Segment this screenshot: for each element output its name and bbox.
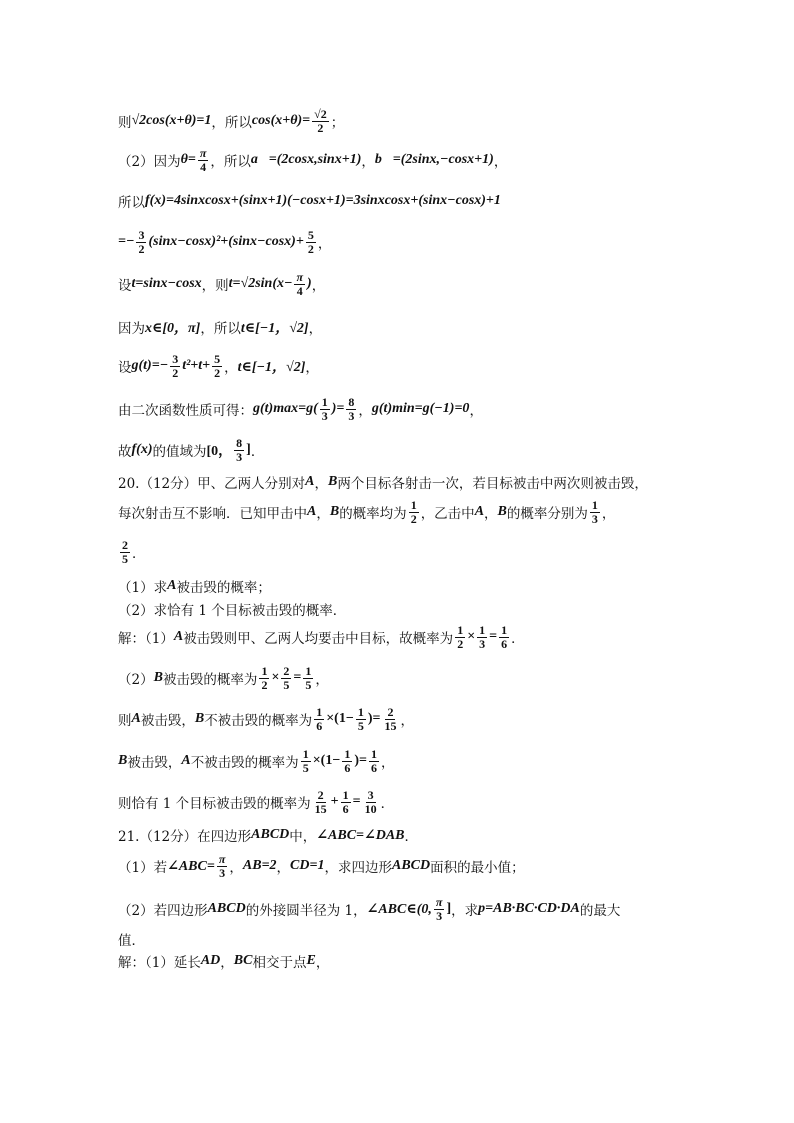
- problem-20-solution-3: 则 A 被击毁， B 不被击毁的概率为 $\frac{1}{6}$ ×(1− $\frac{1}{5}$ )= $\frac{2}{15}$ ，: [118, 704, 414, 733]
- fraction: $\frac{1}{2}$: [410, 497, 417, 526]
- problem-21-question-1: （1）若 ∠ABC= $\frac{\pi}{3}$ ， AB=2 ， CD=1 ，求四边形 ABCD 面积的最小值；: [118, 851, 525, 880]
- math-expression: )=: [331, 401, 345, 416]
- math-expression: (sinx−cosx)²+(sinx−cosx)+: [148, 234, 304, 249]
- fraction: $\frac{2}{15}$: [384, 704, 397, 733]
- solution-line-7: 设 g(t)=− $\frac{3}{2}$ t²+t+ $\frac{5}{2}$ ， t∈[−1，√2] ，: [118, 351, 319, 380]
- math-expression: √2cos(x+θ)=1: [131, 113, 212, 128]
- problem-20-solution-1: 解：（1） A 被击毁则甲、乙两人均要击中目标，故概率为 $\frac{1}{2}$ × $\frac{1}{3}$ = $\frac{1}{6}$ ．: [118, 622, 525, 651]
- math-expression: g(t)max=g(: [253, 401, 318, 416]
- fraction: $\frac{5}{2}$: [307, 227, 314, 256]
- problem-21-question-2: （2）若四边形 ABCD 的外接圆半径为 1， ∠ABC∈(0, $\frac{\pi}{3}$ ] ，求 p=AB·BC·CD·DA 的最大: [118, 894, 621, 923]
- fraction: $\frac{\pi}{3}$: [218, 851, 226, 880]
- fraction: $\frac{1}{3}$: [591, 497, 598, 526]
- fraction: $\frac{3}{2}$: [172, 351, 179, 380]
- math-expression: b⃗=(2sinx,−cosx+1): [374, 152, 494, 167]
- problem-20-solution-4: B 被击毁， A 不被击毁的概率为 $\frac{1}{5}$ ×(1− $\frac{1}{6}$ )= $\frac{1}{6}$ ，: [118, 746, 395, 775]
- math-expression: cos(x+θ)=: [251, 113, 311, 128]
- fraction: $\frac{1}{5}$: [305, 663, 312, 692]
- math-expression: x∈[0，π]: [145, 321, 201, 336]
- math-expression: =−: [118, 234, 135, 249]
- problem-20-question-2: （2）求恰有 1 个目标被击毁的概率．: [118, 603, 347, 619]
- problem-20-solution-2: （2） B 被击毁的概率为 $\frac{1}{2}$ × $\frac{2}{5}$ = $\frac{1}{5}$ ，: [118, 663, 329, 692]
- math-expression: f(x)=4sinxcosx+(sinx+1)(−cosx+1)=3sinxcosx+(sinx−cosx)+1: [145, 193, 501, 208]
- solution-line-1: 则 √2cos(x+θ)=1 ，所以 cos(x+θ)= $\frac{√2}{2}$ ；: [118, 106, 345, 135]
- fraction: $\frac{1}{5}$: [357, 704, 364, 733]
- fraction: $\frac{1}{2}$: [457, 622, 464, 651]
- solution-line-8: 由二次函数性质可得： g(t)max=g( $\frac{1}{3}$ )= $\frac{8}{3}$ ， g(t)min=g(−1)=0 ，: [118, 394, 483, 423]
- fraction: $\frac{2}{5}$: [283, 663, 290, 692]
- fraction: $\frac{1}{5}$: [302, 746, 309, 775]
- problem-20-line-1: 20.（12分）甲、乙两人分别对 A ， B 两个目标各射击一次，若目标被击中两次则被击毁，: [118, 474, 648, 492]
- math-expression: t=sinx−cosx: [131, 276, 202, 291]
- math-expression: a⃗=(2cosx,sinx+1): [250, 152, 362, 167]
- math-expression: t∈[−1，√2]: [237, 360, 306, 375]
- fraction: $\frac{1}{6}$: [501, 622, 508, 651]
- solution-line-5: 设 t=sinx−cosx ，则 t=√2sin(x− $\frac{\pi}{4}$ ) ，: [118, 269, 326, 298]
- fraction: $\frac{\pi}{4}$: [199, 145, 207, 174]
- fraction: $\frac{2}{15}$: [314, 787, 327, 816]
- fraction: $\frac{1}{6}$: [344, 746, 351, 775]
- math-expression: g(t)=−: [131, 358, 169, 373]
- fraction: $\frac{3}{10}$: [364, 787, 377, 816]
- math-expression: t=√2sin(x−: [228, 276, 293, 291]
- problem-20-line-2: 每次射击互不影响．已知甲击中 A ， B 的概率均为 $\frac{1}{2}$ ，乙击中 A ， B 的概率分别为 $\frac{1}{3}$ ，: [118, 497, 616, 526]
- fraction: $\frac{1}{6}$: [342, 787, 349, 816]
- fraction: $\frac{1}{6}$: [316, 704, 323, 733]
- fraction: $\frac{\pi}{4}$: [296, 269, 304, 298]
- solution-line-9: 故 f(x) 的值域为 [0， $\frac{8}{3}$ ] ．: [118, 435, 265, 464]
- math-expression: θ=: [180, 152, 196, 167]
- problem-21-solution-1: 解：（1）延长 AD ， BC 相交于点 E ，: [118, 953, 330, 971]
- fraction: $\frac{\pi}{3}$: [435, 894, 443, 923]
- math-expression: t∈[−1，√2]: [240, 321, 309, 336]
- fraction: $\frac{1}{2}$: [261, 663, 268, 692]
- fraction: $\frac{√2}{2}$: [314, 106, 327, 135]
- math-expression: t²+t+: [182, 358, 211, 373]
- solution-line-4: =− $\frac{3}{2}$ (sinx−cosx)²+(sinx−cosx)+ $\frac{5}{2}$ ，: [118, 227, 332, 256]
- math-expression: g(t)min=g(−1)=0: [371, 401, 470, 416]
- math-expression: f(x): [131, 442, 153, 457]
- problem-21-question-2-cont: 值．: [118, 933, 145, 949]
- fraction: $\frac{8}{3}$: [236, 435, 243, 464]
- math-expression: [0，: [206, 444, 233, 459]
- fraction: $\frac{8}{3}$: [348, 394, 355, 423]
- solution-line-3: 所以 f(x)=4sinxcosx+(sinx+1)(−cosx+1)=3sinxcosx+(sinx−cosx)+1: [118, 193, 501, 211]
- fraction: $\frac{1}{3}$: [479, 622, 486, 651]
- solution-line-2: （2）因为 θ= $\frac{\pi}{4}$ ，所以 a⃗=(2cosx,sinx+1) ， b⃗=(2sinx,−cosx+1) ，: [118, 145, 508, 174]
- problem-20-solution-5: 则恰有 1 个目标被击毁的概率为 $\frac{2}{15}$ + $\frac{1}{6}$ = $\frac{3}{10}$ ．: [118, 787, 395, 816]
- problem-20-line-3: $\frac{2}{5}$ ．: [122, 537, 146, 566]
- fraction: $\frac{5}{2}$: [214, 351, 221, 380]
- problem-21-line-1: 21.（12分）在四边形 ABCD 中， ∠ABC=∠DAB ．: [118, 827, 419, 845]
- solution-line-6: 因为 x∈[0，π] ，所以 t∈[−1，√2] ，: [118, 316, 322, 338]
- fraction: $\frac{1}{6}$: [370, 746, 377, 775]
- fraction: $\frac{3}{2}$: [138, 227, 145, 256]
- problem-20-question-1: （1）求 A 被击毁的概率；: [118, 578, 271, 596]
- fraction: $\frac{2}{5}$: [122, 537, 128, 566]
- fraction: $\frac{1}{3}$: [321, 394, 328, 423]
